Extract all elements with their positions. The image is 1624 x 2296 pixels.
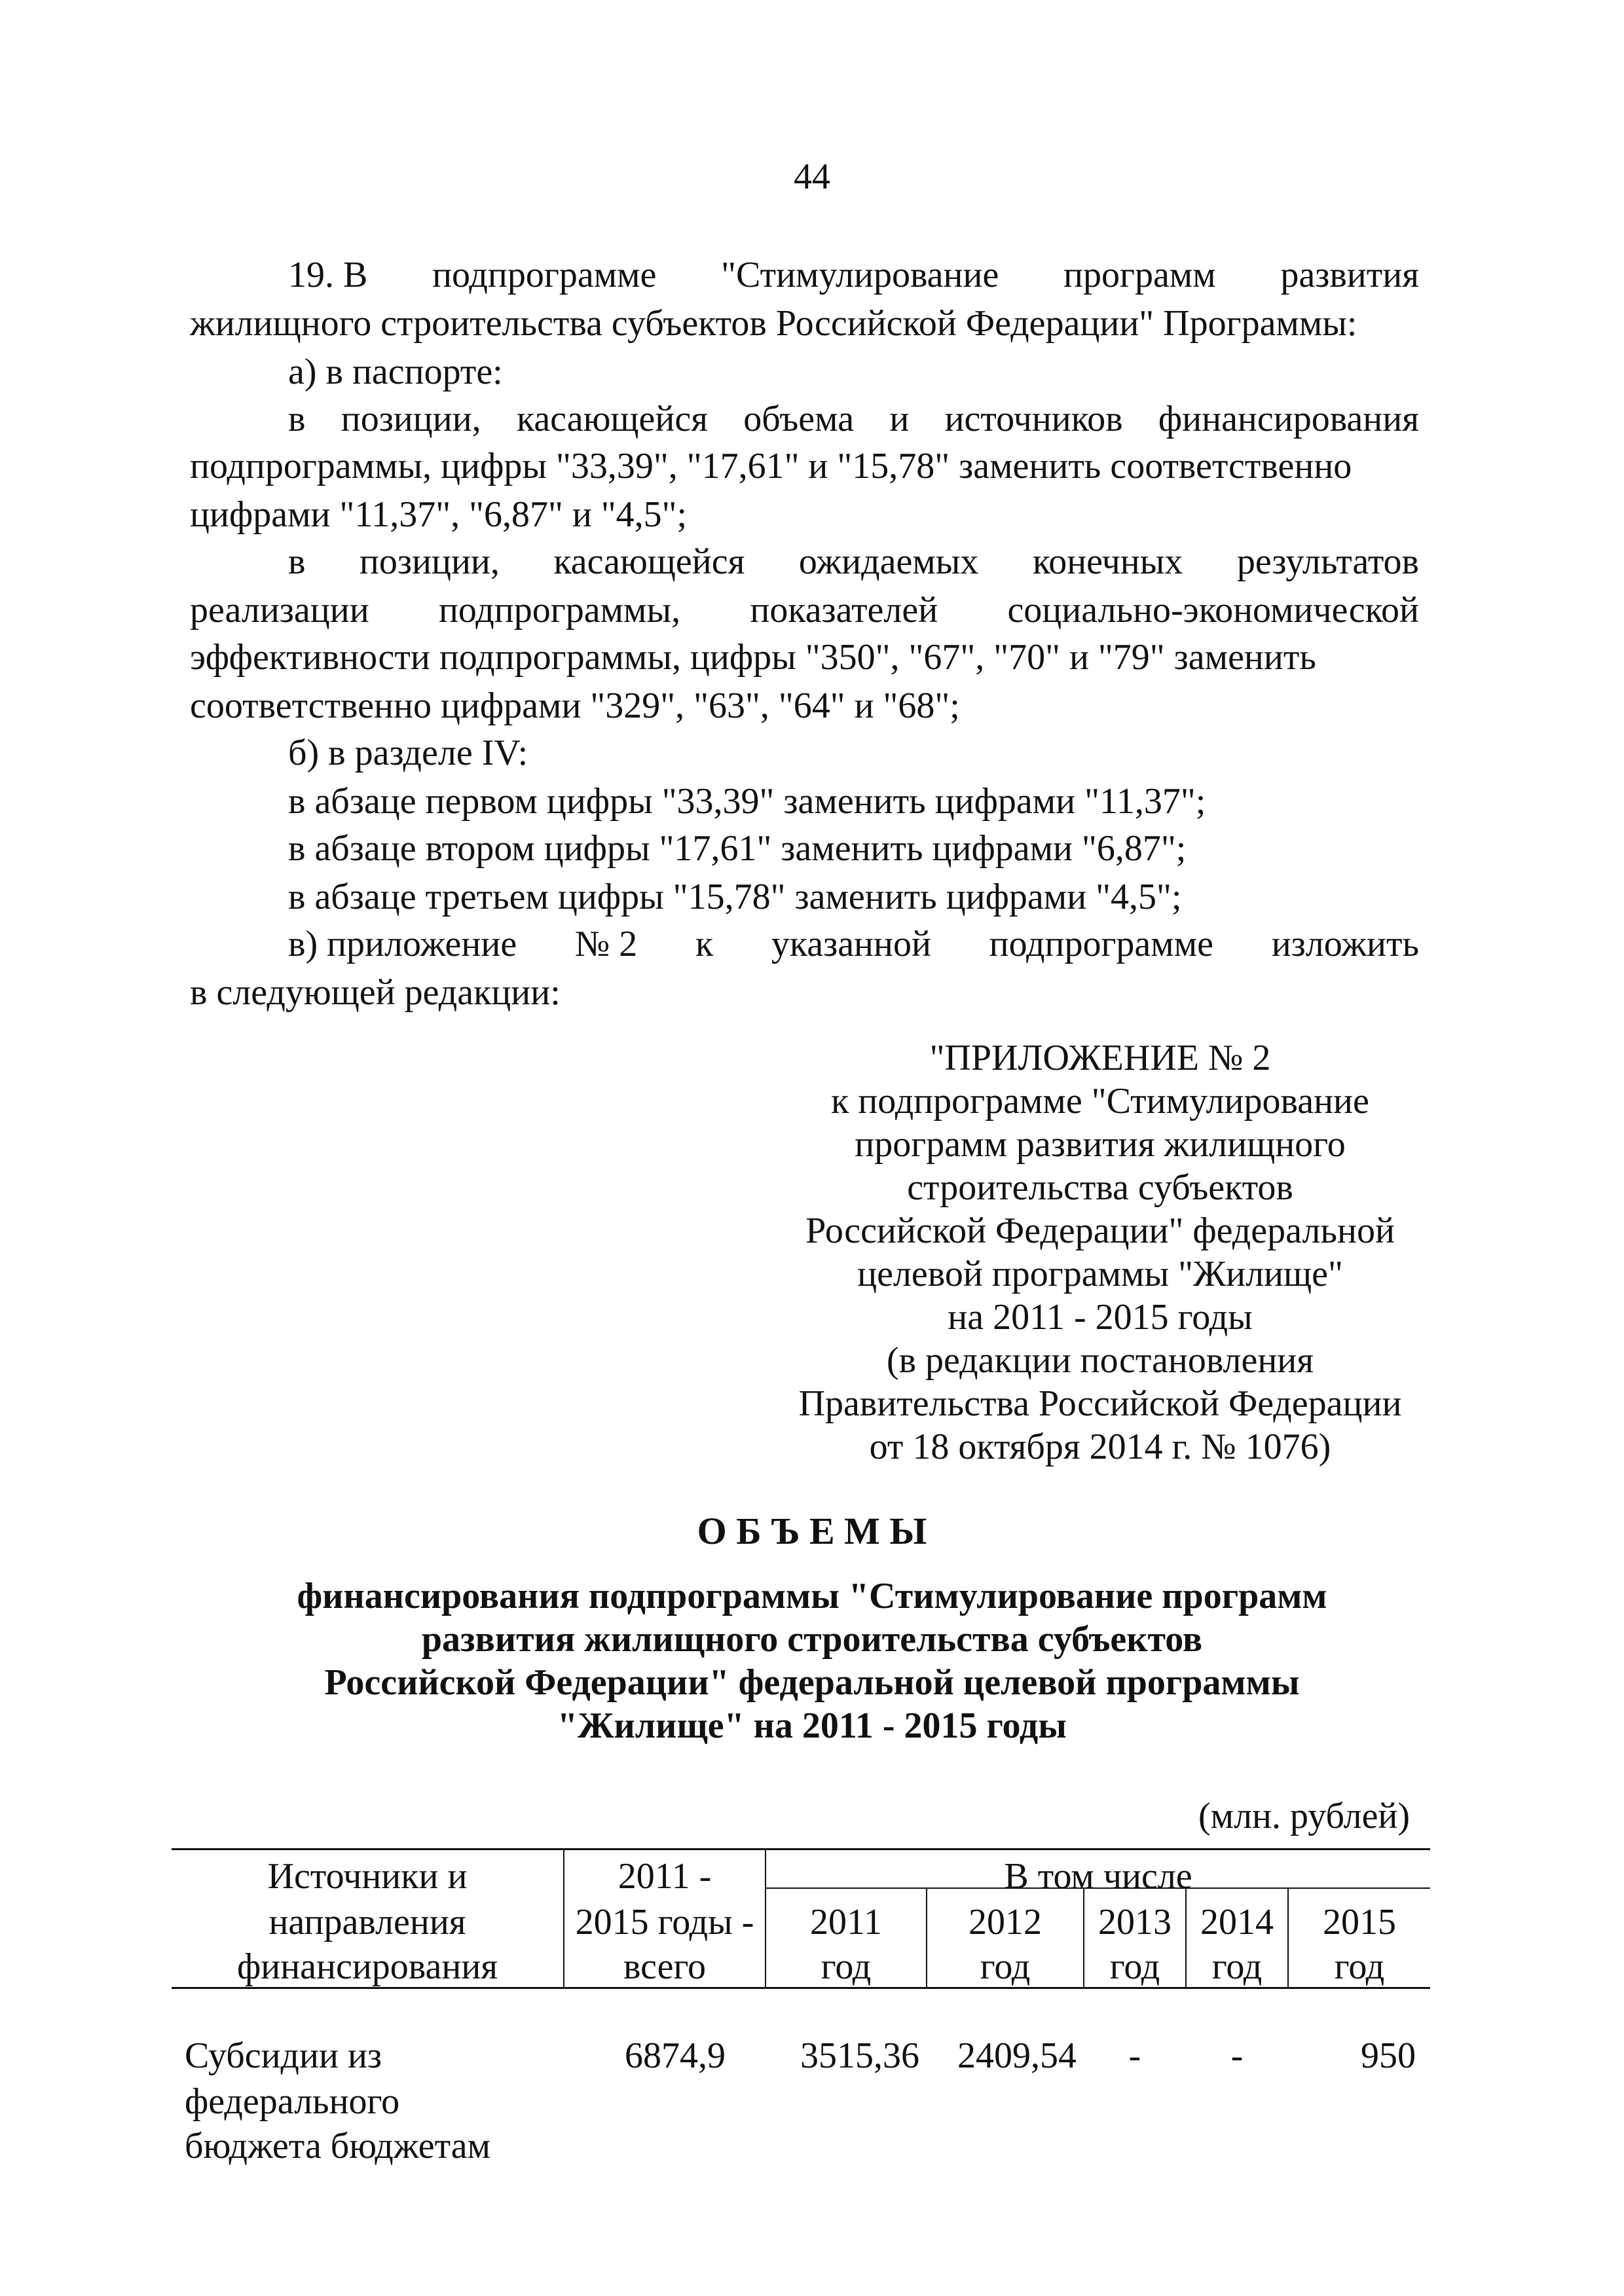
col1-header-line: направления xyxy=(268,1902,466,1942)
row-label-line: Субсидии из xyxy=(185,2035,382,2076)
word: ожидаемых xyxy=(798,541,979,582)
pos1-line2: подпрограммы, цифры "33,39", "17,61" и "15,78" заменить соответственно xyxy=(190,446,1352,486)
word: конечных xyxy=(1032,541,1183,582)
b2-line: в абзаце втором цифры "17,61" заменить цифрами "6,87"; xyxy=(288,828,1187,869)
col2-header-line: 2011 - xyxy=(618,1856,712,1897)
word: реализации xyxy=(190,590,369,630)
col1-header-line: Источники и xyxy=(267,1856,468,1897)
year-unit: год xyxy=(1334,1946,1385,1987)
row-value-2011: 3515,36 xyxy=(800,2035,919,2076)
item19-line1 xyxy=(288,257,1419,293)
appendix-line: "ПРИЛОЖЕНИЕ № 2 xyxy=(929,1038,1271,1078)
pos2-line1 xyxy=(288,543,1419,580)
word: источников xyxy=(944,399,1123,439)
word: изложить xyxy=(1271,924,1419,964)
pos1-line3: цифрами "11,37", "6,87" и "4,5"; xyxy=(190,494,688,535)
title-sub-line: развития жилищного строительства субъектов xyxy=(421,1619,1203,1660)
table-header-bottom-rule xyxy=(172,1987,1430,1989)
year-header-2015: 2015 xyxy=(1323,1902,1396,1942)
word: подпрограмме xyxy=(989,924,1214,964)
title-sub-line: "Жилище" на 2011 - 2015 годы xyxy=(557,1705,1067,1746)
item19-b-label: б) в разделе IV: xyxy=(288,733,528,773)
appendix-line: строительства субъектов xyxy=(907,1167,1293,1208)
appendix-line: на 2011 - 2015 годы xyxy=(948,1297,1253,1338)
appendix-line: (в редакции постановления xyxy=(886,1340,1314,1381)
word: подпрограмме xyxy=(432,255,657,295)
word: позиции, xyxy=(359,541,500,582)
col2-header-line: всего xyxy=(623,1946,707,1987)
row-value-2014: - xyxy=(1230,2035,1244,2076)
word: 19. В xyxy=(288,255,368,295)
word: в) приложение xyxy=(288,924,517,964)
appendix-line: Правительства Российской Федерации xyxy=(798,1383,1402,1424)
word: показателей xyxy=(750,590,938,630)
appendix-line: целевой программы "Жилище" xyxy=(857,1254,1343,1294)
title-main: О Б Ъ Е М Ы xyxy=(697,1510,927,1552)
word: социально-экономической xyxy=(1007,590,1419,630)
word: развития xyxy=(1280,255,1419,295)
col2-header-line: 2015 годы - xyxy=(575,1902,754,1942)
b1-line: в абзаце первом цифры "33,39" заменить цифрами "11,37"; xyxy=(288,781,1206,822)
c-line1 xyxy=(288,926,1419,962)
word: в xyxy=(288,541,306,582)
word: к xyxy=(695,924,714,964)
word: результатов xyxy=(1236,541,1419,582)
item19-line2: жилищного строительства субъектов Российской Федерации" Программы: xyxy=(190,303,1357,344)
row-value-2015: 950 xyxy=(1361,2035,1416,2076)
units-label: (млн. рублей) xyxy=(1198,1796,1411,1836)
page-number: 44 xyxy=(794,156,830,197)
appendix-header xyxy=(740,1040,1460,1472)
word: "Стимулирование xyxy=(721,255,999,295)
appendix-line: к подпрограмме "Стимулирование xyxy=(831,1081,1369,1121)
pos1-line1 xyxy=(288,401,1419,437)
pos2-line3: эффективности подпрограммы, цифры "350", "67", "70" и "79" заменить xyxy=(190,637,1316,678)
appendix-line: программ развития жилищного xyxy=(855,1124,1346,1165)
year-unit: год xyxy=(1109,1946,1160,1987)
row-value-2012: 2409,54 xyxy=(957,2035,1077,2076)
group-header: В том числе xyxy=(1004,1856,1192,1897)
pos2-line2 xyxy=(190,592,1419,629)
year-header-2014: 2014 xyxy=(1200,1902,1274,1942)
year-unit: год xyxy=(980,1946,1031,1987)
year-unit: год xyxy=(821,1946,872,1987)
word: касающейся xyxy=(516,399,708,439)
year-header-2011: 2011 xyxy=(810,1902,882,1942)
word: программ xyxy=(1063,255,1216,295)
word: указанной xyxy=(771,924,931,964)
c-line2: в следующей редакции: xyxy=(190,972,561,1013)
row-value-2013: - xyxy=(1128,2035,1141,2076)
word: № 2 xyxy=(574,924,638,964)
word: и xyxy=(889,399,910,439)
word: объема xyxy=(743,399,855,439)
word: в xyxy=(288,399,306,439)
appendix-line: от 18 октября 2014 г. № 1076) xyxy=(869,1427,1331,1467)
title-sub-line: Российской Федерации" федеральной целевой программы xyxy=(324,1662,1300,1703)
year-header-2013: 2013 xyxy=(1098,1902,1172,1942)
col1-header-line: финансирования xyxy=(236,1946,498,1987)
row-label-line: бюджета бюджетам xyxy=(185,2126,491,2166)
title-sub-line: финансирования подпрограммы "Стимулирование программ xyxy=(297,1576,1327,1616)
year-header-2012: 2012 xyxy=(969,1902,1042,1942)
table-top-rule xyxy=(172,1848,1430,1850)
word: финансирования xyxy=(1158,399,1419,439)
item19-a-label: а) в паспорте: xyxy=(288,352,503,392)
row-label-line: федерального xyxy=(185,2081,400,2122)
b3-line: в абзаце третьем цифры "15,78" заменить цифрами "4,5"; xyxy=(288,877,1182,917)
year-unit: год xyxy=(1211,1946,1263,1987)
row-total: 6874,9 xyxy=(625,2035,726,2076)
appendix-line: Российской Федерации" федеральной xyxy=(805,1211,1395,1251)
word: позиции, xyxy=(341,399,481,439)
word: касающейся xyxy=(553,541,745,582)
word: подпрограммы, xyxy=(438,590,681,630)
pos2-line4: соответственно цифрами "329", "63", "64" и "68"; xyxy=(190,685,960,726)
